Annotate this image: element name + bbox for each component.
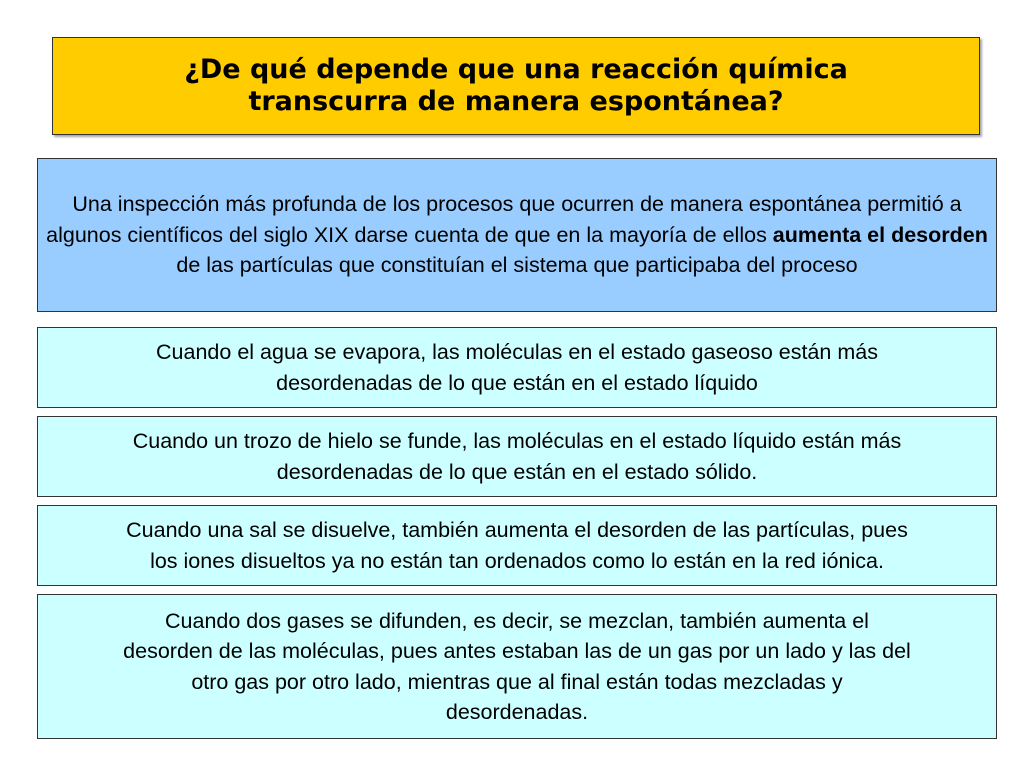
example-line: desordenadas. — [445, 700, 589, 724]
intro-bold-text: aumenta el desorden — [772, 222, 988, 247]
example-paragraph — [125, 426, 910, 487]
example-line: Cuando dos gases se difunden, es decir, se mezclan, también aumenta el — [165, 608, 869, 633]
example-paragraph — [148, 337, 886, 398]
title-line-1: ¿De qué depende que una reacción química — [184, 54, 848, 85]
example-line: desorden de las moléculas, pues antes estaban las de un gas por un lado y las del — [123, 639, 911, 663]
slide-title — [164, 54, 868, 118]
example-box-diffusion — [37, 594, 997, 739]
example-line: Cuando el agua se evapora, las moléculas en el estado gaseoso están más — [156, 340, 878, 364]
intro-box — [37, 158, 997, 312]
example-line: desordenadas de lo que están en el estado sólido. — [276, 459, 758, 484]
example-box-dissolution — [37, 505, 997, 586]
example-line: otro gas por otro lado, mientras que al final están todas mezcladas y — [191, 669, 843, 694]
example-box-melting — [37, 416, 997, 497]
example-line: Cuando una sal se disuelve, también aumenta el desorden de las partículas, pues — [126, 518, 908, 542]
intro-text-after: de las partículas que constituían el sistema que participaba del proceso — [176, 253, 858, 278]
example-box-evaporation — [37, 327, 997, 408]
intro-text-before: Una inspección más profunda de los procesos que ocurren de manera espontánea permitió a algunos científicos del siglo XIX darse cuenta de que en la mayoría de ellos — [46, 192, 962, 247]
example-line: los iones disueltos ya no están tan ordenados como lo están en la red iónica. — [150, 548, 884, 573]
title-line-2: transcurra de manera espontánea? — [248, 86, 784, 117]
intro-paragraph — [38, 189, 996, 281]
example-paragraph — [118, 515, 916, 576]
example-line: desordenadas de lo que están en el estado líquido — [276, 370, 758, 395]
example-line: Cuando un trozo de hielo se funde, las moléculas en el estado líquido están más — [132, 429, 902, 453]
example-paragraph — [115, 606, 919, 728]
title-box — [52, 37, 980, 135]
